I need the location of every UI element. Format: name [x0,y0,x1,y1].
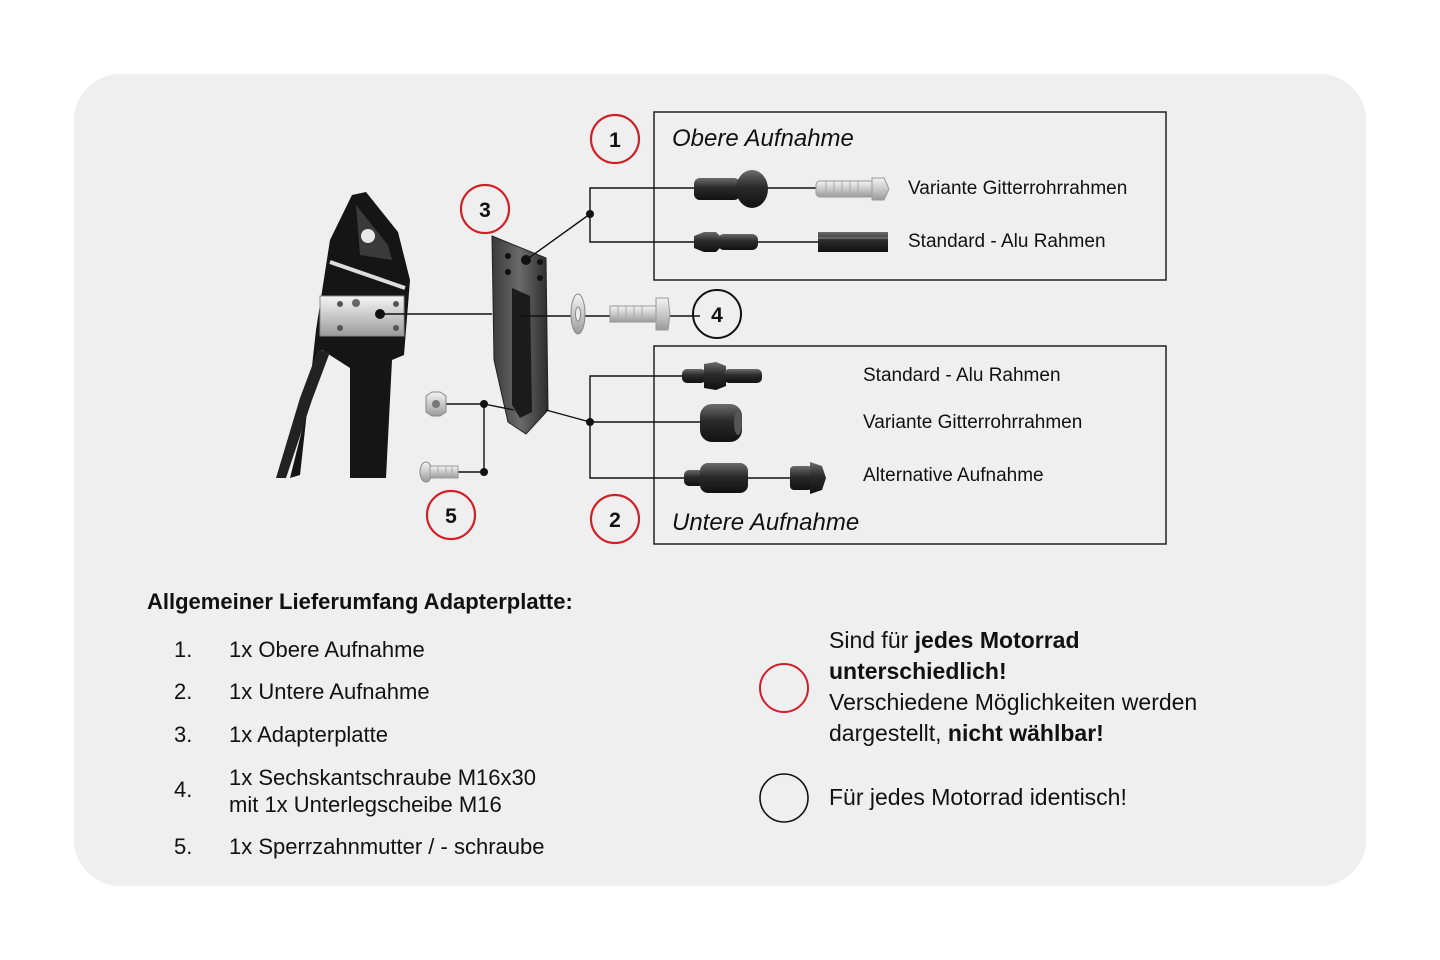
callout-1 [591,115,639,163]
adapter-plate-illustration [492,236,548,434]
scope-item-num: 4. [174,777,193,802]
callout-3-label: 3 [479,199,491,222]
scope-item-num: 1. [174,637,193,662]
callout-5-label: 5 [445,505,457,528]
scope-item-text: 1x Adapterplatte [229,722,389,747]
callout-2-label: 2 [609,509,621,532]
scope-item-num: 2. [174,679,193,704]
legend-red-circle [760,664,808,712]
upper-item-gitterrohr: Variante Gitterrohrrahmen [908,178,1128,199]
scope-item-text: 1x Sechskantschraube M16x30 [229,765,536,790]
upper-box-title: Obere Aufnahme [672,125,854,152]
lock-nut-and-screw [420,392,458,482]
upper-part-gitterrohr [694,170,889,208]
callout-4-label: 4 [711,304,723,327]
scope-item-text: 1x Obere Aufnahme [229,637,425,662]
callout-5 [427,491,475,539]
bolt-and-washer [571,294,670,334]
paddock-stand-illustration [276,192,410,478]
scope-item-num: 3. [174,722,193,747]
scope-heading: Allgemeiner Lieferumfang Adapterplatte: [147,589,573,614]
legend-red-text: Sind für jedes Motorrad unterschiedlich! Verschiedene Möglichkeiten werden dargestellt, nicht wählbar! [829,627,1198,746]
scope-item-text: 1x Sperrzahnmutter / - schraube [229,834,545,859]
connector-lines [380,188,818,478]
scope-item-text: mit 1x Unterlegscheibe M16 [229,792,502,817]
legend-black-circle [760,774,808,822]
legend-black-text: Für jedes Motorrad identisch! [829,784,1127,810]
lower-item-gitterrohr: Variante Gitterrohrrahmen [863,412,1083,433]
callout-3 [461,185,509,233]
callout-1-label: 1 [609,129,621,152]
callout-2 [591,495,639,543]
scope-item-num: 5. [174,834,193,859]
scope-item-text: 1x Untere Aufnahme [229,679,430,704]
lower-item-alu: Standard - Alu Rahmen [863,365,1061,386]
lower-box-title: Untere Aufnahme [672,509,860,536]
callout-4 [693,290,741,338]
upper-item-alu: Standard - Alu Rahmen [908,231,1106,252]
lower-item-alternative: Alternative Aufnahme [863,465,1044,486]
lower-part-alu [682,362,762,390]
lower-part-gitterrohr [700,404,742,442]
